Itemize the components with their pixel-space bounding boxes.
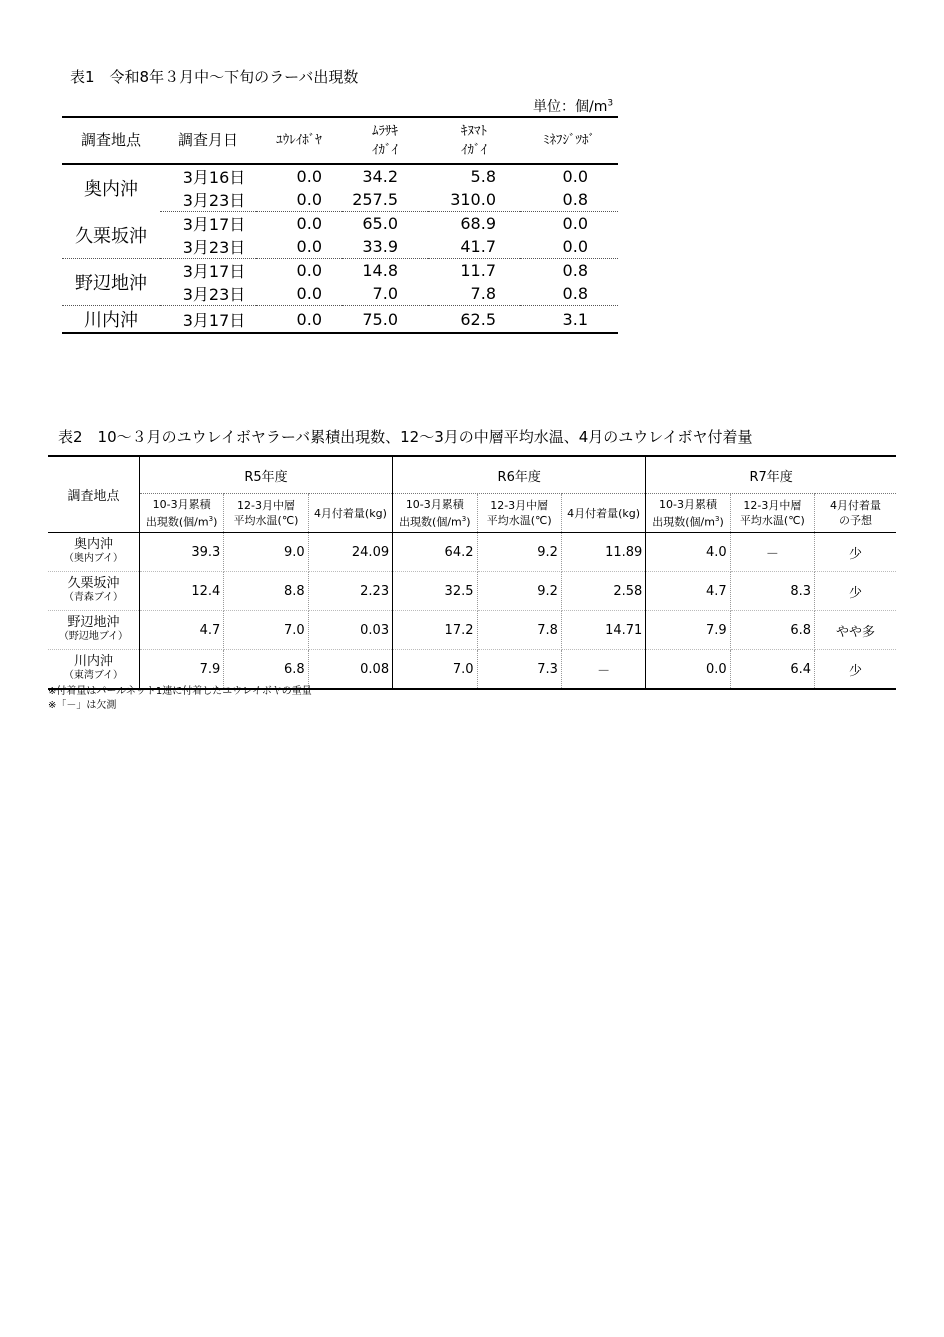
- header-forecast: [815, 494, 896, 533]
- table-row: [62, 306, 618, 334]
- temp-l2: 平均水温(℃): [486, 514, 552, 527]
- table-row: [48, 533, 896, 572]
- header-minefuji: ﾐﾈﾌｼﾞﾂﾎﾞ: [520, 117, 618, 164]
- r6-cumulative: 64.2: [393, 533, 477, 572]
- cum-l2: 出現数(個/m: [399, 515, 462, 529]
- note-line: ※付着量はパールネット1連に付着したユウレイボヤの重量: [48, 686, 312, 697]
- unit-text: 単位：個/m: [533, 99, 608, 115]
- forecast-l1: 4月付着量: [830, 499, 882, 512]
- r7-temp: 6.8: [730, 611, 814, 650]
- cum-l1: 10-3月累積: [152, 497, 211, 511]
- r5-cumulative: 12.4: [139, 572, 223, 611]
- header-temp: [477, 494, 561, 533]
- r7-cumulative: 4.0: [646, 533, 730, 572]
- header-attach: 4月付着量(kg): [561, 494, 645, 533]
- r7-forecast: 少: [815, 650, 896, 690]
- cum-sup: 3: [714, 514, 720, 523]
- site-name: 久栗坂沖: [67, 576, 120, 591]
- minefuji-value: 3.1: [520, 306, 618, 334]
- minefuji-value: 0.8: [520, 188, 618, 212]
- buoy-name: （奥内ブイ）: [63, 553, 124, 564]
- yuurei-value: 0.0: [256, 282, 342, 306]
- header-year-r6: R6年度: [393, 456, 646, 494]
- table-row: [48, 611, 896, 650]
- header-kinumato-l2: ｲｶﾞｲ: [461, 142, 487, 158]
- header-murasaki-l1: ﾑﾗｻｷ: [372, 123, 398, 139]
- kinumato-value: 5.8: [470, 167, 496, 186]
- r7-temp: －: [730, 533, 814, 572]
- date-cell: 3月23日: [160, 282, 256, 306]
- temp-l1: 12-3月中層: [237, 499, 295, 512]
- header-cumulative: [646, 494, 730, 533]
- r7-cumulative: 0.0: [646, 650, 730, 690]
- minefuji-value: 0.0: [520, 235, 618, 259]
- r5-attach: 2.23: [308, 572, 392, 611]
- r5-temp: 9.0: [224, 533, 308, 572]
- table1-unit: [533, 96, 613, 116]
- cum-sup: 3: [208, 514, 214, 523]
- note-line: ※「－」は欠測: [48, 700, 117, 711]
- r6-attach: 2.58: [561, 572, 645, 611]
- date-cell: 3月17日: [182, 262, 246, 281]
- r6-attach: －: [561, 650, 645, 690]
- minefuji-value: 0.0: [562, 167, 588, 186]
- header-year-r7: R7年度: [646, 456, 896, 494]
- kinumato-value: 62.5: [428, 306, 520, 334]
- r5-cumulative: 39.3: [139, 533, 223, 572]
- temp-l2: 平均水温(℃): [739, 514, 805, 527]
- table2-sub-row: [48, 494, 896, 533]
- cum-l1: 10-3月累積: [405, 497, 464, 511]
- r6-temp: 9.2: [477, 572, 561, 611]
- minefuji-value: 0.8: [520, 282, 618, 306]
- yuurei-value: 0.0: [296, 167, 322, 186]
- murasaki-value: 14.8: [362, 261, 398, 280]
- site-name: 川内沖: [73, 654, 113, 669]
- date-cell: 3月16日: [182, 168, 246, 187]
- r7-forecast: やや多: [815, 611, 896, 650]
- header-murasaki-l2: ｲｶﾞｲ: [372, 142, 398, 158]
- site-name: 奥内沖: [84, 179, 138, 201]
- table-row: [62, 259, 618, 283]
- r7-temp: 6.4: [730, 650, 814, 690]
- r5-temp: 8.8: [224, 572, 308, 611]
- murasaki-value: 65.0: [362, 214, 398, 233]
- yuurei-value: 0.0: [296, 261, 322, 280]
- temp-l1: 12-3月中層: [743, 499, 802, 512]
- buoy-name: （青森ブイ）: [63, 592, 124, 603]
- table1-header-row: [62, 117, 618, 164]
- header-cumulative: [393, 494, 477, 533]
- site-cell: [48, 572, 139, 611]
- site-cell: [48, 533, 139, 572]
- yuurei-value: 0.0: [256, 188, 342, 212]
- kinumato-value: 7.8: [428, 282, 520, 306]
- header-year-r5: R5年度: [139, 456, 392, 494]
- murasaki-value: 33.9: [342, 235, 428, 259]
- r5-attach: 0.03: [308, 611, 392, 650]
- site-cell: [48, 650, 139, 690]
- yuurei-value: 0.0: [256, 306, 342, 334]
- r6-temp: 7.3: [477, 650, 561, 690]
- buoy-name: （東湾ブイ）: [63, 670, 124, 681]
- murasaki-value: 34.2: [362, 167, 398, 186]
- unit-sup: 3: [607, 98, 614, 109]
- site-name: 野辺地沖: [67, 615, 120, 630]
- kinumato-value: 11.7: [460, 261, 496, 280]
- table-row: [62, 212, 618, 236]
- header-temp: [224, 494, 308, 533]
- yuurei-value: 0.0: [256, 235, 342, 259]
- r5-temp: 7.0: [224, 611, 308, 650]
- r6-temp: 9.2: [477, 533, 561, 572]
- r7-cumulative: 7.9: [646, 611, 730, 650]
- header-date: 調査月日: [160, 117, 256, 164]
- header-site: 調査地点: [62, 117, 160, 164]
- r6-cumulative: 17.2: [393, 611, 477, 650]
- table-row: [48, 650, 896, 690]
- r5-cumulative: 7.9: [139, 650, 223, 690]
- temp-l2: 平均水温(℃): [233, 514, 299, 527]
- table2-notes: [48, 685, 312, 713]
- cumulative-larva-table: [48, 455, 896, 690]
- header-site: 調査地点: [48, 456, 139, 533]
- header-kinumato: [428, 117, 520, 164]
- cum-l1: 10-3月累積: [659, 497, 717, 511]
- site-name: 野辺地沖: [62, 259, 160, 306]
- r6-cumulative: 7.0: [393, 650, 477, 690]
- table1-caption: 表1 令和8年３月中～下旬のラーバ出現数: [70, 68, 359, 86]
- site-name: 久栗坂沖: [62, 212, 160, 259]
- murasaki-value: 75.0: [342, 306, 428, 334]
- murasaki-value: 257.5: [342, 188, 428, 212]
- cum-close: ): [213, 515, 218, 529]
- date-cell: 3月23日: [160, 235, 256, 259]
- table2-year-row: [48, 456, 896, 494]
- buoy-name: （野辺地ブイ）: [58, 631, 129, 642]
- murasaki-value: 7.0: [342, 282, 428, 306]
- cum-l2: 出現数(個/m: [652, 515, 715, 529]
- site-name: 奥内沖: [73, 537, 113, 552]
- kinumato-value: 310.0: [428, 188, 520, 212]
- r5-attach: 0.08: [308, 650, 392, 690]
- minefuji-value: 0.8: [562, 261, 588, 280]
- header-temp: [730, 494, 814, 533]
- r7-temp: 8.3: [730, 572, 814, 611]
- cum-l2: 出現数(個/m: [145, 515, 209, 529]
- r5-attach: 24.09: [308, 533, 392, 572]
- r6-cumulative: 32.5: [393, 572, 477, 611]
- kinumato-value: 68.9: [460, 214, 496, 233]
- cum-close: ): [466, 515, 471, 529]
- r7-cumulative: 4.7: [646, 572, 730, 611]
- date-cell: 3月17日: [182, 215, 246, 234]
- minefuji-value: 0.0: [562, 214, 588, 233]
- table2-caption: 表2 10～３月のユウレイボヤラーバ累積出現数、12～3月の中層平均水温、4月のユウレイボヤ付着量: [58, 428, 753, 446]
- r6-attach: 11.89: [561, 533, 645, 572]
- r7-forecast: 少: [815, 533, 896, 572]
- kinumato-value: 41.7: [428, 235, 520, 259]
- date-cell: 3月17日: [160, 306, 256, 334]
- cum-sup: 3: [461, 514, 467, 523]
- header-attach: 4月付着量(kg): [308, 494, 392, 533]
- table-row: [62, 164, 618, 188]
- r6-attach: 14.71: [561, 611, 645, 650]
- r5-temp: 6.8: [224, 650, 308, 690]
- yuurei-value: 0.0: [296, 214, 322, 233]
- site-name: 川内沖: [62, 306, 160, 334]
- date-cell: 3月23日: [160, 188, 256, 212]
- cum-close: ): [719, 515, 724, 529]
- header-murasaki: [342, 117, 428, 164]
- header-yuurei: ﾕｳﾚｲﾎﾞﾔ: [256, 117, 342, 164]
- table-row: [48, 572, 896, 611]
- r6-temp: 7.8: [477, 611, 561, 650]
- r7-forecast: 少: [815, 572, 896, 611]
- forecast-l2: の予想: [839, 514, 873, 527]
- larva-count-table: [62, 116, 618, 334]
- header-kinumato-l1: ｷﾇﾏﾄ: [461, 123, 487, 139]
- r5-cumulative: 4.7: [139, 611, 223, 650]
- site-cell: [48, 611, 139, 650]
- header-cumulative: [139, 494, 223, 533]
- temp-l1: 12-3月中層: [490, 499, 549, 512]
